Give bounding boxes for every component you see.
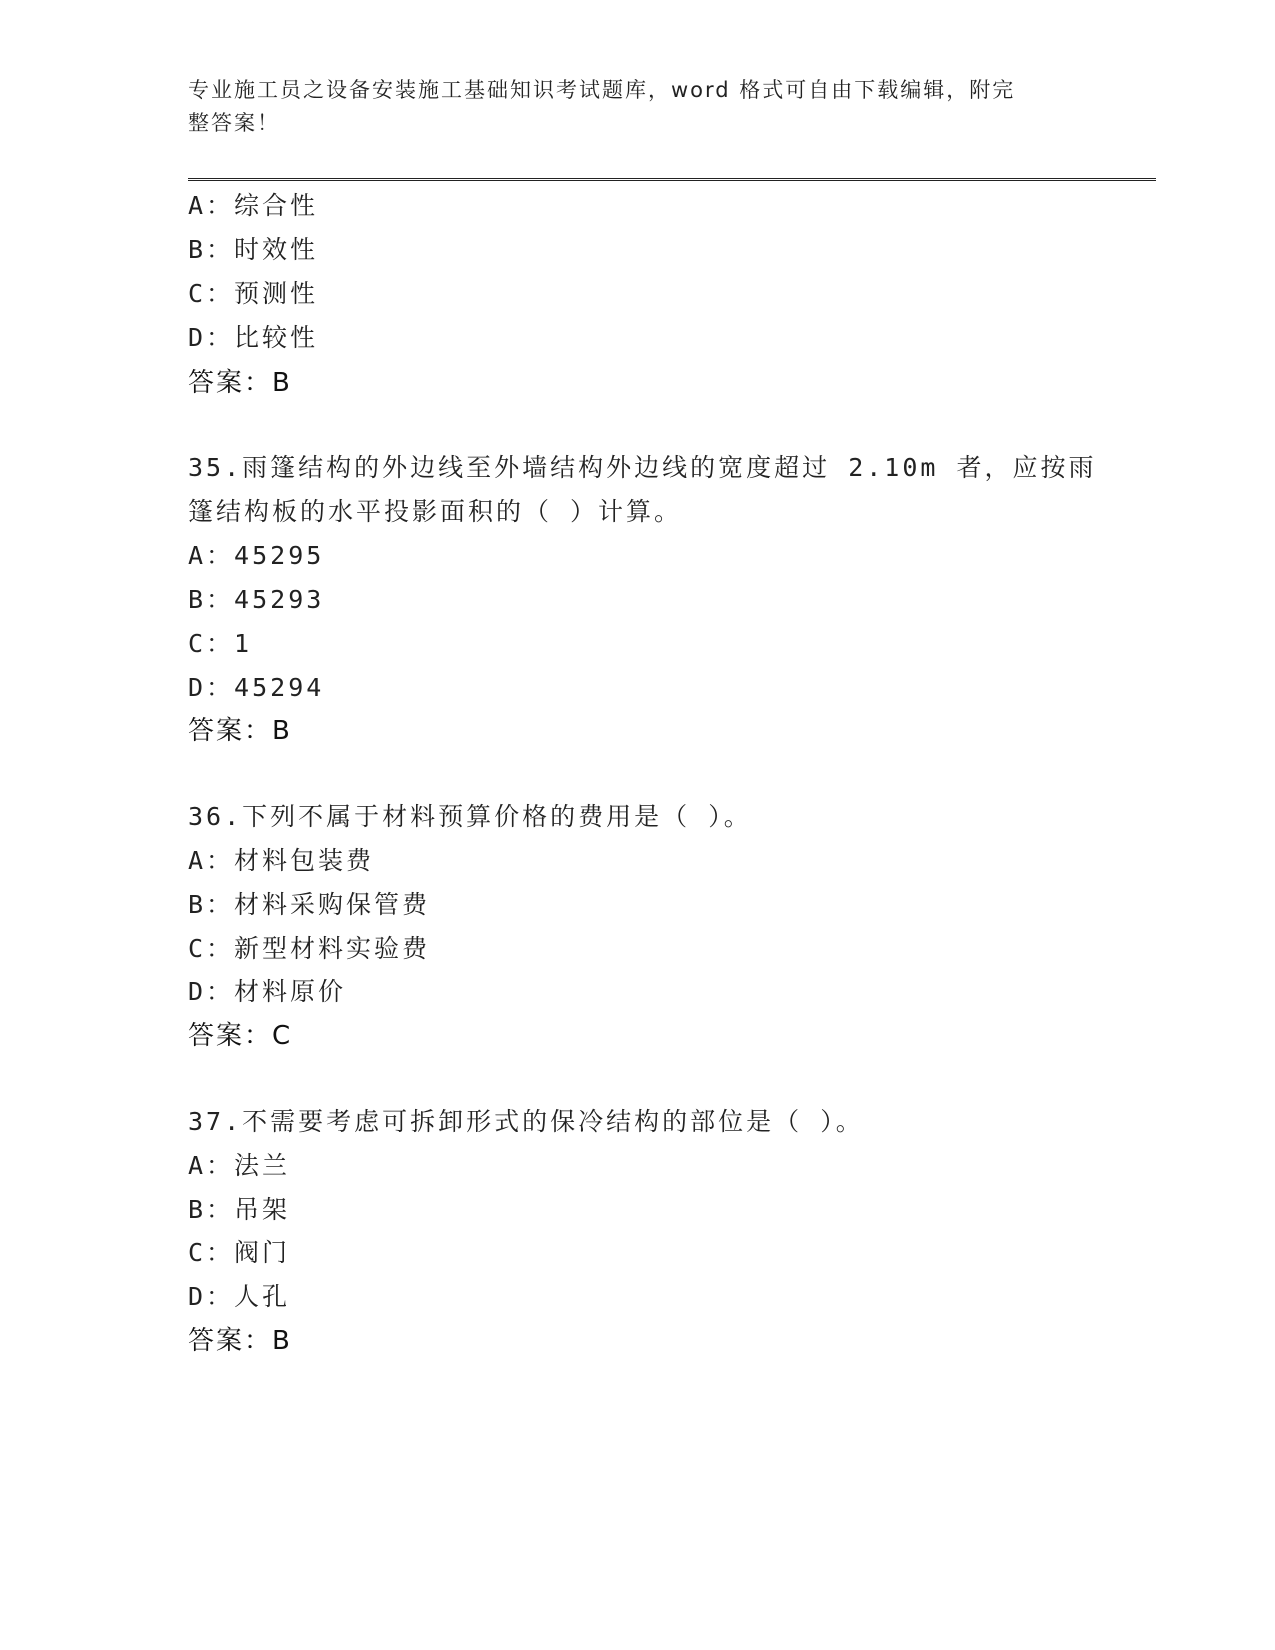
option-a: A：综合性 [188, 191, 319, 220]
header-line-2: 整答案！ [188, 111, 280, 135]
answer-value: B [272, 1326, 292, 1356]
question-37-answer [188, 1320, 292, 1357]
header-line-1: 专业施工员之设备安装施工基础知识考试题库，word 格式可自由下载编辑，附完 [188, 78, 1016, 102]
option-d: D：比较性 [188, 323, 319, 352]
question-36-option-b: B：材料采购保管费 [188, 890, 431, 919]
question-35-option-a: A：45295 [188, 541, 325, 570]
answer-label: 答案： [188, 1021, 273, 1051]
answer-label: 答案： [188, 368, 273, 398]
answer-value: C [272, 1021, 293, 1051]
answer-label: 答案： [188, 716, 273, 746]
question-35-stem-line-2: 篷结构板的水平投影面积的（ ）计算。 [188, 497, 683, 526]
question-35-option-c: C：1 [188, 629, 253, 658]
question-37-option-b: B：吊架 [188, 1195, 291, 1224]
question-36-option-d: D：材料原价 [188, 977, 347, 1006]
question-36-option-c: C：新型材料实验费 [188, 934, 431, 963]
question-36-option-a: A：材料包装费 [188, 846, 375, 875]
option-b: B：时效性 [188, 235, 319, 264]
question-35-option-b: B：45293 [188, 585, 325, 614]
answer-value: B [272, 716, 292, 746]
answer-label: 答案： [188, 1326, 273, 1356]
question-37-option-d: D：人孔 [188, 1282, 291, 1311]
question-35-answer [188, 710, 292, 747]
question-37-option-a: A：法兰 [188, 1151, 291, 1180]
header-divider [188, 178, 1156, 181]
question-35-stem-line-1: 35.雨篷结构的外边线至外墙结构外边线的宽度超过 2.10m 者，应按雨 [188, 453, 1097, 482]
question-37-option-c: C：阀门 [188, 1238, 291, 1267]
question-37-stem: 37.不需要考虑可拆卸形式的保冷结构的部位是（ ）。 [188, 1107, 864, 1136]
answer-value: B [272, 368, 292, 398]
answer-line [188, 362, 292, 399]
option-c: C：预测性 [188, 279, 319, 308]
question-36-stem: 36.下列不属于材料预算价格的费用是（ ）。 [188, 802, 752, 831]
question-35-option-d: D：45294 [188, 673, 325, 702]
question-36-answer [188, 1015, 292, 1052]
page-header [188, 74, 1068, 140]
